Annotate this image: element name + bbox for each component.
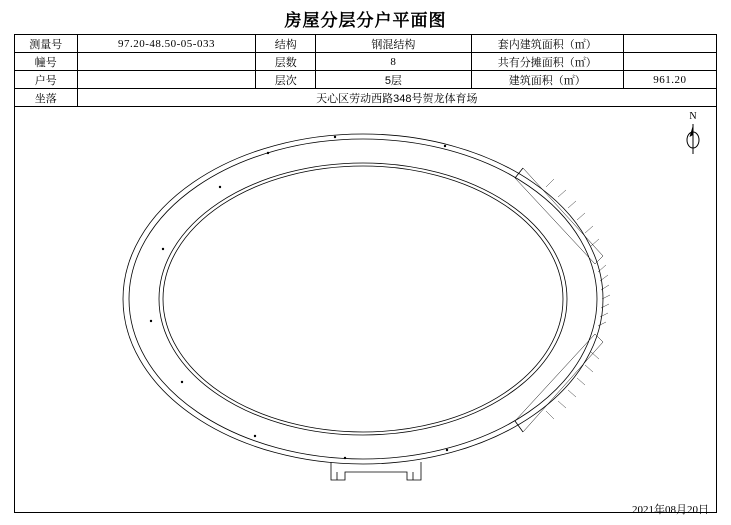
info-table <box>14 34 717 107</box>
page-title: 房屋分层分户平面图 <box>284 11 447 30</box>
label-structure: 结构 <box>256 35 316 53</box>
value-unit-no <box>77 71 256 89</box>
floor-plan-drawing <box>15 106 716 512</box>
value-structure: 钢混结构 <box>316 35 472 53</box>
date-stamp: 2021年08月20日 <box>632 504 709 516</box>
value-building-no <box>77 53 256 71</box>
value-shared-area <box>623 53 716 71</box>
label-floor-level: 层次 <box>256 71 316 89</box>
control-points <box>150 136 448 459</box>
value-floor-count: 8 <box>316 53 472 71</box>
table-row <box>15 89 717 107</box>
label-building-no: 幢号 <box>15 53 78 71</box>
value-inner-area <box>623 35 716 53</box>
label-floor-count: 层数 <box>256 53 316 71</box>
table-row <box>15 35 717 53</box>
label-shared-area: 共有分摊面积（㎡） <box>471 53 623 71</box>
value-build-area: 961.20 <box>623 71 716 89</box>
compass-north-label: N <box>689 111 697 122</box>
value-address: 天心区劳动西路348号贺龙体育场 <box>77 89 716 107</box>
label-build-area: 建筑面积（㎡） <box>471 71 623 89</box>
bottom-entrance-detail <box>331 462 421 480</box>
seating-segments <box>515 168 603 432</box>
label-address: 坐落 <box>15 89 78 107</box>
label-unit-no: 户号 <box>15 71 78 89</box>
table-row <box>15 71 717 89</box>
value-floor-level: 5层 <box>316 71 472 89</box>
label-survey-no: 测量号 <box>15 35 78 53</box>
label-inner-area: 套内建筑面积（㎡） <box>471 35 623 53</box>
stadium-outline-svg <box>15 106 716 512</box>
table-row <box>15 53 717 71</box>
value-survey-no: 97.20-48.50-05-033 <box>77 35 256 53</box>
